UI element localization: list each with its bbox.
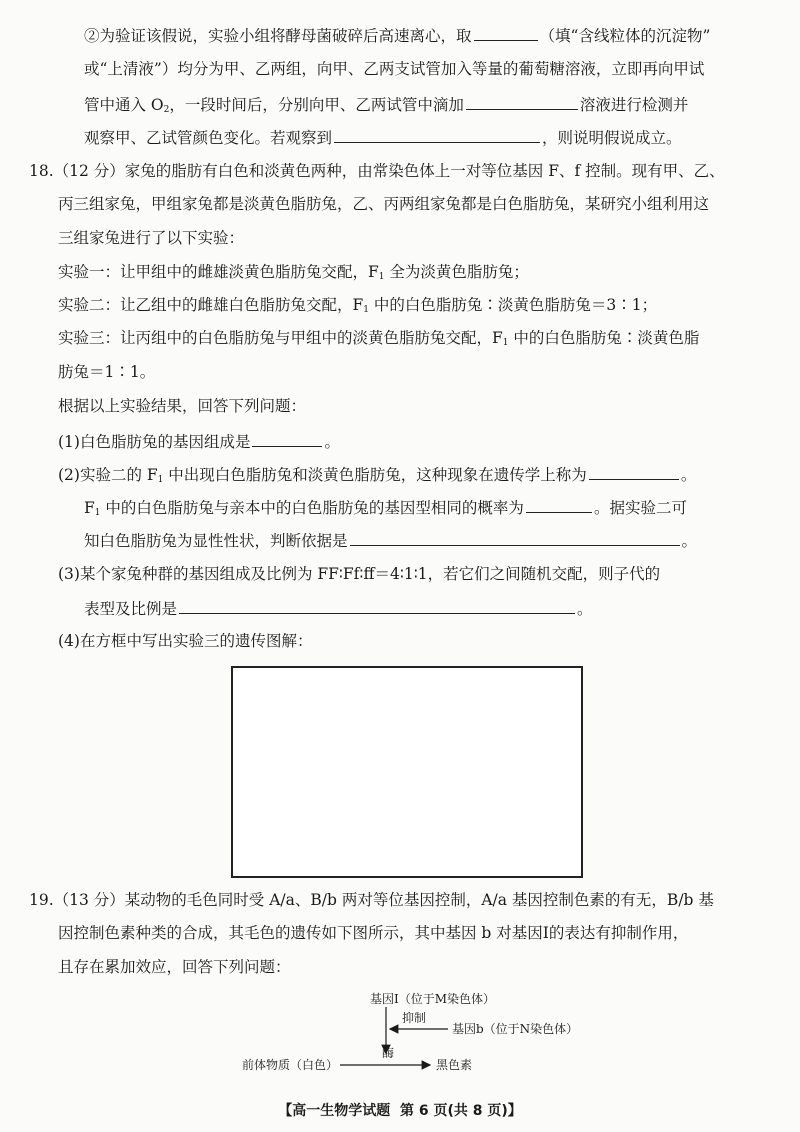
part-text: (2)实验二的 F	[58, 466, 158, 484]
q18-part-2-line-3	[84, 529, 697, 551]
part-text: 。	[324, 433, 340, 451]
subscript: 1	[94, 508, 101, 518]
q18-stem: 18.（12 分）家兔的脂肪有白色和淡黄色两种，由常染色体上一对等位基因 F、f 控制。现有甲、乙、	[29, 162, 725, 180]
q18-line-3	[58, 228, 244, 248]
experiment-1	[58, 262, 529, 287]
answer-blank[interactable]	[334, 126, 540, 143]
q19-stem: 因控制色素种类的合成，其毛色的遗传如下图所示，其中基因 b 对基因Ⅰ的表达有抑制作用，	[58, 924, 689, 942]
experiment-text: 中的白色脂肪兔∶淡黄色脂肪兔＝3∶1；	[369, 296, 658, 314]
q17-text: ，一段时间后，分别向甲、乙两试管中滴加	[169, 96, 464, 114]
part-text: 。	[577, 600, 593, 618]
q19-line-3	[58, 957, 291, 977]
part-text: (4)在方框中写出实验三的遗传图解：	[58, 632, 313, 650]
experiment-2	[58, 295, 657, 320]
part-text: 表型及比例是	[84, 600, 178, 618]
answer-box[interactable]	[231, 666, 583, 878]
footer-page: 第 6 页(共 8 页)】	[399, 1103, 522, 1119]
experiment-text: 全为淡黄色脂肪兔；	[384, 263, 529, 281]
q17-text: ②为验证该假说，实验小组将酵母菌破碎后高速离心，取	[84, 27, 472, 45]
answer-blank[interactable]	[466, 93, 578, 110]
q18-intro	[58, 396, 306, 416]
melanin-label: 黑色素	[436, 1058, 473, 1072]
experiment-text: 中的白色脂肪兔∶淡黄色脂	[508, 329, 700, 347]
q17-text: ，则说明假说成立。	[542, 129, 682, 147]
part-text: (3)某个家兔种群的基因组成及比例为 FF∶Ff∶ff＝4∶1∶1，若它们之间随机交配，则子代的	[58, 565, 661, 583]
subscript: 1	[378, 272, 385, 282]
intro-text: 根据以上实验结果，回答下列问题：	[58, 397, 307, 415]
q18-part-1	[58, 430, 340, 452]
answer-blank[interactable]	[350, 529, 680, 546]
experiment-text: 实验二：让乙组中的雌雄白色脂肪兔交配，F	[58, 296, 364, 314]
part-text: 中的白色脂肪兔与亲本中的白色脂肪兔的基因型相同的概率为	[100, 499, 524, 517]
part-text: F	[84, 499, 95, 517]
experiment-text: 肪兔＝1∶1。	[58, 363, 156, 381]
q19-stem: 且存在累加效应，回答下列问题：	[58, 958, 291, 976]
gene-1-label: 基因Ⅰ（位于M染色体）	[370, 992, 496, 1006]
q18-part-4	[58, 631, 312, 651]
precursor-label: 前体物质（白色）	[242, 1058, 339, 1072]
q17-text: 管中通入 O	[84, 96, 164, 114]
subscript: 1	[157, 475, 164, 485]
q18-part-2-line-2	[84, 496, 687, 523]
answer-blank[interactable]	[526, 496, 592, 513]
answer-blank[interactable]	[589, 463, 679, 480]
q17-line-1	[84, 24, 710, 46]
q18-part-3-line-2	[84, 597, 593, 619]
q17-line-2	[84, 59, 704, 79]
part-text: 中出现白色脂肪兔和淡黄色脂肪兔，这种现象在遗传学上称为	[163, 466, 587, 484]
part-text: (1)白色脂肪兔的基因组成是	[58, 433, 251, 451]
q18-line-1	[29, 161, 725, 181]
part-text: 。	[680, 466, 697, 484]
q17-text: 或“上清液”）均分为甲、乙两组，向甲、乙两支试管加入等量的葡萄糖溶液，立即再向甲试	[84, 60, 705, 78]
q18-line-2	[58, 194, 709, 214]
part-text: 。	[681, 532, 698, 550]
q19-line-2	[58, 923, 688, 943]
q17-text: 溶液进行检测并	[579, 96, 689, 114]
experiment-text: 实验三：让丙组中的白色脂肪兔与甲组中的淡黄色脂肪兔交配，F	[58, 329, 503, 347]
answer-blank[interactable]	[179, 597, 575, 614]
subscript: 2	[163, 105, 170, 115]
q17-line-3	[84, 93, 688, 120]
q17-text: 观察甲、乙试管颜色变化。若观察到	[84, 129, 333, 147]
q18-stem: 三组家兔进行了以下实验：	[58, 229, 245, 247]
subscript: 1	[363, 305, 369, 315]
q18-stem: 丙三组家兔，甲组家兔都是淡黄色脂肪兔，乙、丙两组家兔都是白色脂肪兔，某研究小组利用这	[58, 195, 710, 213]
inhibit-label: 抑制	[402, 1011, 427, 1025]
answer-blank[interactable]	[252, 430, 322, 447]
experiment-text: 实验一：让甲组中的雌雄淡黄色脂肪兔交配，F	[58, 263, 379, 281]
q19-stem: 19.（13 分）某动物的毛色同时受 A/a、B/b 两对等位基因控制，A/a 基因控制色素的有无，B/b 基	[29, 891, 714, 909]
part-text: 。据实验二可	[593, 499, 687, 517]
answer-blank[interactable]	[474, 24, 538, 41]
q17-line-4	[84, 126, 682, 148]
footer-title: 【高一生物学试题	[278, 1103, 391, 1119]
part-text: 知白色脂肪兔为显性性状，判断依据是	[84, 532, 348, 550]
experiment-3	[58, 328, 699, 353]
q18-part-3	[58, 564, 660, 584]
gene-b-label: 基因b（位于N染色体）	[452, 1022, 579, 1036]
subscript: 1	[502, 338, 509, 348]
experiment-3-cont	[58, 362, 155, 382]
enzyme-label: 酶	[382, 1046, 395, 1060]
page-footer	[0, 1100, 800, 1120]
pathway-diagram	[230, 985, 610, 1080]
q19-line-1	[29, 890, 714, 910]
q17-text: （填“含线粒体的沉淀物”	[539, 27, 711, 45]
q18-part-2	[58, 463, 696, 490]
